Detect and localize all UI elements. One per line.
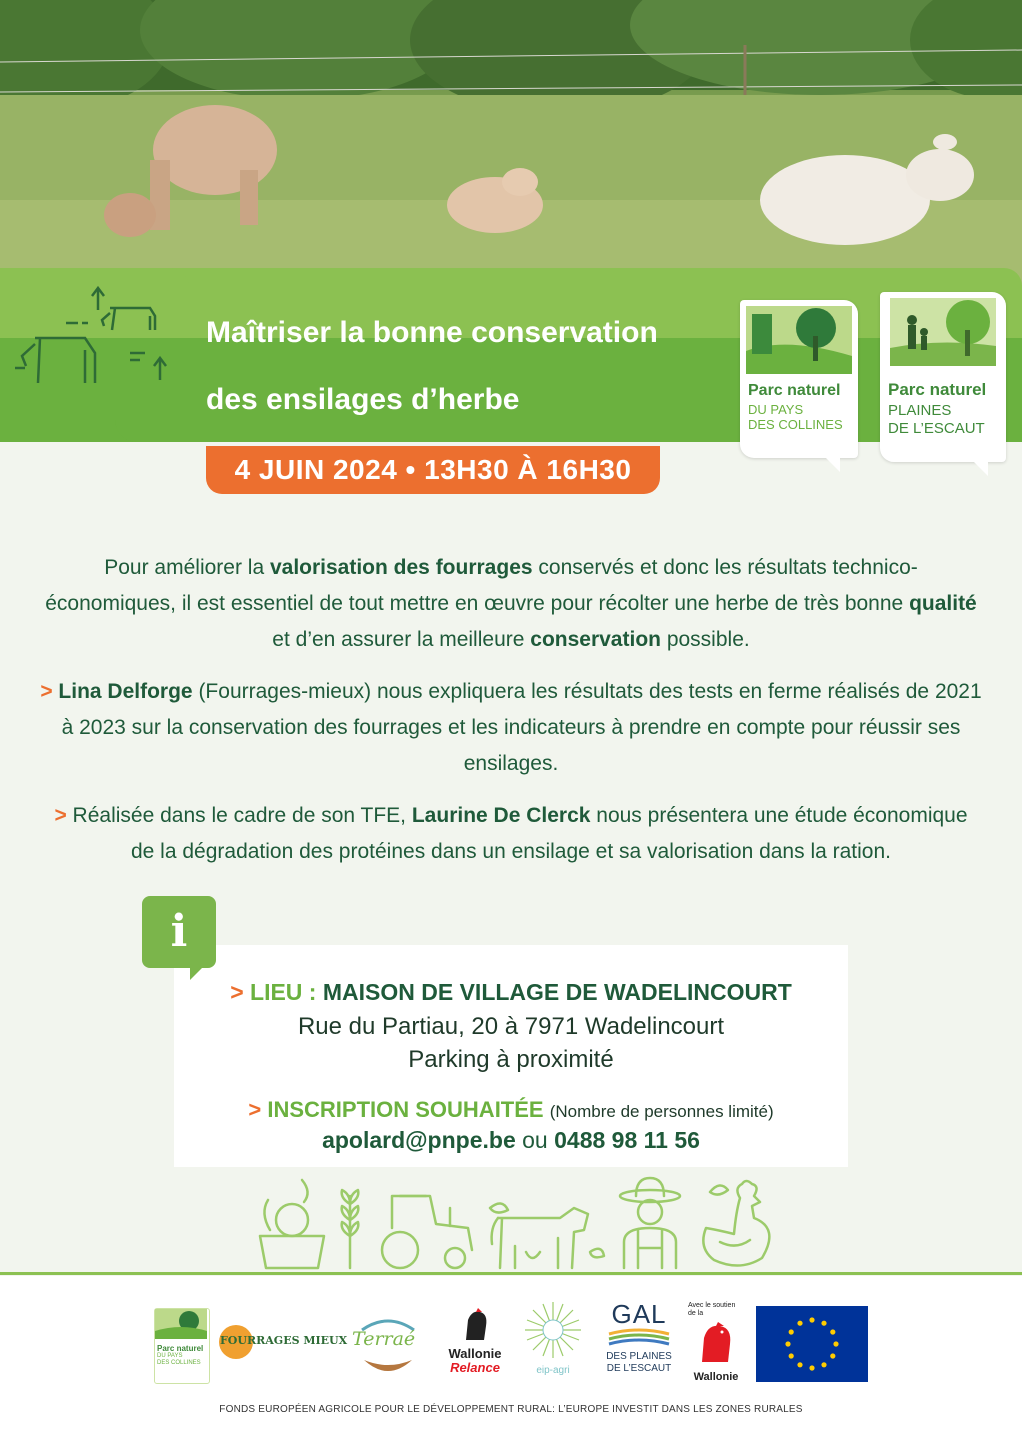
footer-logos	[0, 1276, 1022, 1440]
footer-logo-wallonie	[688, 1302, 744, 1382]
venue-address: Rue du Partiau, 20 à 7971 Wadelincourt	[297, 1013, 725, 1040]
speaker-1-paragraph	[40, 674, 982, 782]
contact-or: ou	[522, 1127, 548, 1153]
registration-line	[174, 1097, 848, 1123]
footer-eip-text: eip-agri	[536, 1365, 570, 1376]
rooster-icon	[458, 1306, 492, 1342]
logo-2-line2b: DE L’ESCAUT	[888, 420, 985, 437]
footer-logo-eip-agri	[522, 1300, 584, 1384]
logo-1-line2	[748, 402, 843, 432]
footer-divider	[0, 1272, 1022, 1275]
logo-1-line1: Parc naturel	[748, 382, 841, 399]
footer-wallonie-name: Wallonie	[693, 1371, 739, 1383]
intro-text-4: possible.	[660, 628, 750, 651]
speaker-2-text-2: nous présentera une étude économique de la dégradation des protéines dans un ensilage et sa valorisation dans la ration.	[130, 804, 968, 863]
footer-pnpc-l2: DU PAYS	[157, 1353, 183, 1359]
footer-pnpc-l1: Parc naturel	[157, 1344, 204, 1353]
event-date: 4 JUIN 2024 • 13H30 À 16H30	[206, 446, 660, 494]
intro-bold-3: conservation	[530, 628, 661, 651]
tree-landscape-icon	[746, 306, 852, 374]
logo-2-line2a: PLAINES	[888, 402, 952, 419]
venue-line	[174, 979, 848, 1006]
contact-email[interactable]: apolard@pnpe.be	[322, 1127, 516, 1153]
logo-parc-plaines-escaut	[880, 292, 1006, 462]
arrow-icon: >	[54, 804, 67, 827]
info-bubble-tail	[190, 966, 204, 980]
walking-family-icon	[886, 298, 1000, 366]
arrow-icon: >	[230, 979, 244, 1005]
vegetable-basket-icon	[260, 1180, 324, 1268]
logo-parc-pays-des-collines	[740, 300, 858, 458]
logo-1-line2a: DU PAYS	[748, 402, 804, 417]
info-glyph: i	[170, 906, 188, 957]
tractor-icon	[382, 1196, 472, 1268]
footer-logo-pnpc	[154, 1308, 210, 1384]
speaker-2-text-1: Réalisée dans le cadre de son TFE,	[66, 804, 412, 827]
logo-1-tail	[826, 458, 840, 472]
venue-name: MAISON DE VILLAGE DE WADELINCOURT	[322, 979, 792, 1005]
red-rooster-icon	[692, 1318, 740, 1366]
logo-2-line2	[888, 402, 985, 438]
event-title-line-1: Maîtriser la bonne conservation	[206, 316, 658, 349]
eafrd-footnote: FONDS EUROPÉEN AGRICOLE POUR LE DÉVELOPPEMENT RURAL: L’EUROPE INVESTIT DANS LES ZONES RURALES	[219, 1404, 803, 1415]
gal-waves-icon	[607, 1328, 671, 1346]
footer-logo-wallonie-relance	[440, 1306, 510, 1384]
arrow-icon: >	[40, 680, 53, 703]
venue-label: LIEU :	[250, 979, 317, 1005]
footer-terrae-text: Terraé	[352, 1328, 416, 1350]
speaker-1-text: (Fourrages-mieux) nous expliquera les résultats des tests en ferme réalisés de 2021 à 2023 sur la conservation des fourrages et les indicateurs à prendre en compte pour réussir ses ensilages.	[61, 680, 982, 775]
arrow-icon: >	[248, 1097, 262, 1122]
tree-icon	[155, 1309, 207, 1339]
registration-note: (Nombre de personnes limité)	[549, 1102, 774, 1121]
footer-logo-fourrages-mieux	[218, 1328, 348, 1358]
speaker-2-name: Laurine De Clerck	[411, 804, 591, 827]
footer-gal-l2: DES PLAINES	[606, 1351, 672, 1362]
footer-logo-terrae	[348, 1312, 428, 1382]
intro-bold-1: valorisation des fourrages	[269, 556, 533, 579]
logo-2-tail	[974, 462, 988, 476]
farm-illustration	[240, 1168, 780, 1274]
footer-wallonie-top: Avec le soutien de la	[688, 1302, 736, 1317]
contact-phone[interactable]: 0488 98 11 56	[554, 1127, 700, 1153]
registration-label: INSCRIPTION SOUHAITÉE	[267, 1097, 544, 1122]
contact-line	[174, 1127, 848, 1154]
footer-fourrages-text: FOURRAGES MIEUX	[220, 1334, 348, 1347]
footer-pnpc-l3: DES COLLINES	[157, 1360, 201, 1366]
farmer-icon	[620, 1178, 680, 1268]
intro-text-3: et d’en assurer la meilleure	[272, 628, 531, 651]
footer-wallonie-relance-l1: Wallonie	[448, 1346, 502, 1361]
speaker-1-name: Lina Delforge	[58, 680, 193, 703]
footer-wallonie-relance-l2: Relance	[450, 1360, 500, 1375]
parking-note: Parking à proximité	[408, 1046, 614, 1073]
footer-gal-l3: DE L’ESCAUT	[606, 1363, 672, 1374]
event-title-line-2: des ensilages d’herbe	[206, 383, 520, 416]
eu-flag-icon	[756, 1306, 868, 1382]
intro-text-2: conservés et donc les résultats technico-économiques, il est essentiel de tout mettre en œuvre pour récolter une herbe de très bonne	[45, 556, 918, 615]
info-icon	[142, 896, 216, 968]
intro-text-1: Pour améliorer la	[104, 556, 270, 579]
intro-paragraph	[40, 550, 982, 658]
header-photo-cows	[0, 0, 1022, 310]
footer-logo-gal	[604, 1300, 674, 1384]
eip-burst-icon	[523, 1300, 583, 1360]
logo-1-line2b: DES COLLINES	[748, 417, 843, 432]
footer-gal-l1: GAL	[611, 1299, 667, 1329]
logo-2-line1: Parc naturel	[888, 380, 987, 399]
wheat-icon	[342, 1190, 359, 1268]
speaker-2-paragraph	[40, 798, 982, 870]
practical-info-box	[174, 945, 848, 1167]
cow-icon	[492, 1208, 588, 1268]
intro-bold-2: qualité	[909, 592, 977, 615]
